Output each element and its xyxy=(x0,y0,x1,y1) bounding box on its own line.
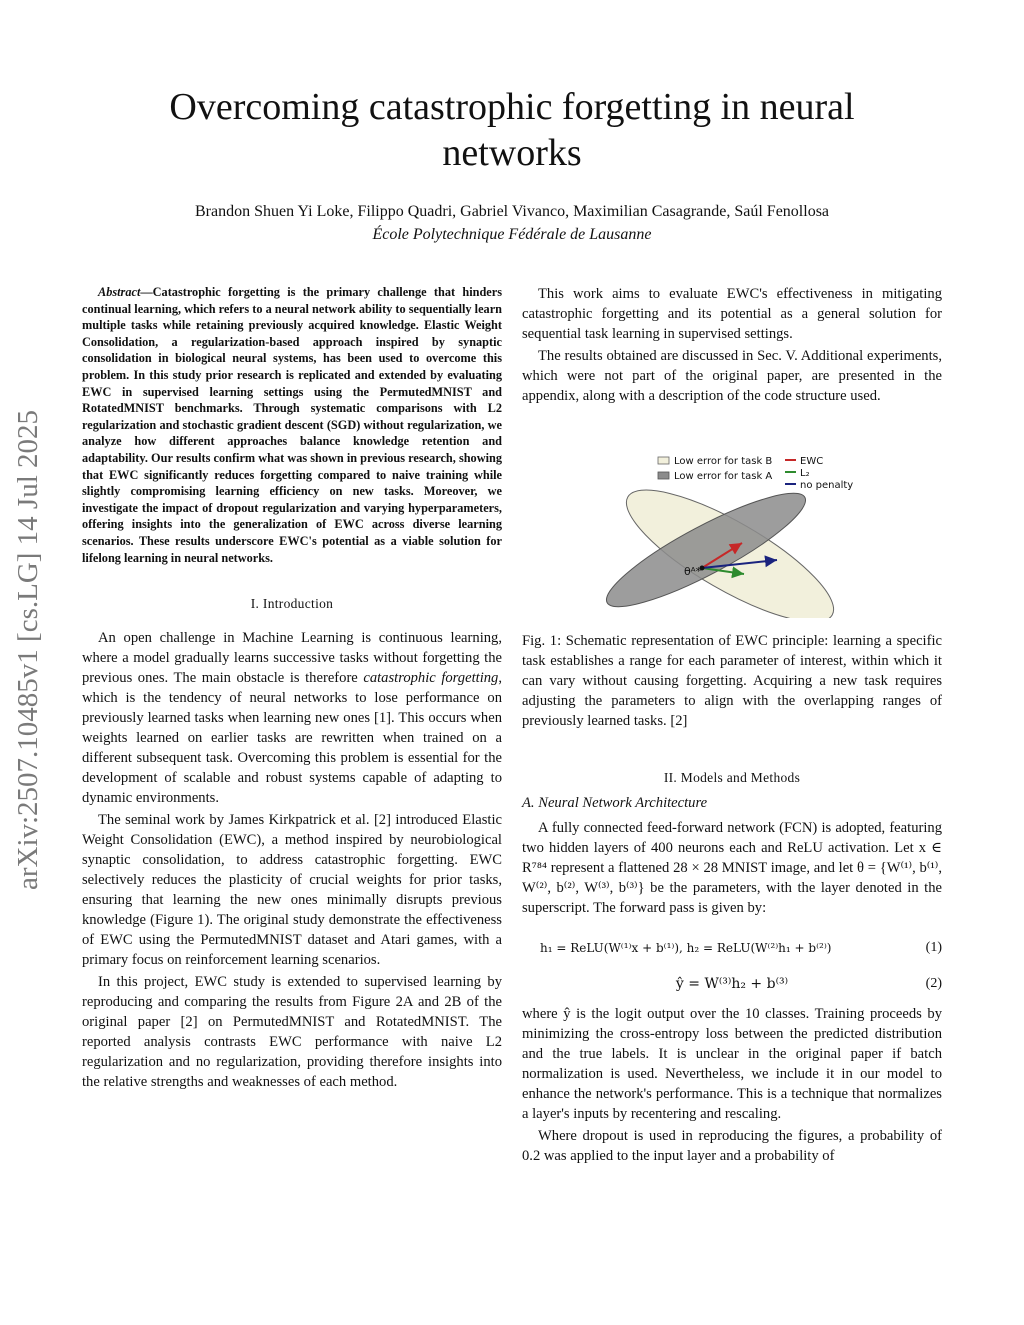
section-heading-introduction: I. Introduction xyxy=(250,596,334,612)
equation-1 xyxy=(522,938,942,966)
equation-1-text: h₁ = ReLU(W⁽¹⁾x + b⁽¹⁾), h₂ = ReLU(W⁽²⁾h₁ + b⁽²⁾) xyxy=(540,941,832,955)
intro-paragraph: In this project, EWC study is extended to supervised learning by reproducing and comparing the results from Figure 2A and 2B of the original paper [2] on PermutedMNIST and RotatedMNIST. The reported analysis contrasts EWC performance with naive L2 regularization and no regularization, providing therefore insights into the relative strengths and weaknesses of each method. xyxy=(82,974,502,1091)
arxiv-identifier: arXiv:2507.10485v1 [cs.LG] 14 Jul 2025 xyxy=(12,409,44,891)
equation-2-number: (2) xyxy=(925,976,942,991)
methods-paragraph: A fully connected feed-forward network (FCN) is adopted, featuring two hidden layers of 400 neurons each and ReLU activation. Let x ∈ R⁷⁸⁴ represent a flattened 28 × 28 MNIST image, and let θ = {W⁽¹⁾, b⁽¹⁾, W⁽²⁾, b⁽²⁾, W⁽³⁾, b⁽³⁾} be the parameters, with the layer denoted in the superscript. The forward pass is given by: xyxy=(522,820,942,916)
ewc-diagram xyxy=(522,443,942,618)
legend-task-b: Low error for task B xyxy=(674,456,773,467)
legend-l2: L₂ xyxy=(800,468,810,479)
intro-paragraph: The seminal work by James Kirkpatrick et al. [2] introduced Elastic Weight Consolidation (EWC), a method inspired by neurobiological synaptic consolidation, to address catastrophic forgetting. EWC selectively reduces the plasticity of crucial weights for prior tasks, ensuring that learning the new ones minimally disrupts previous knowledge (Figure 1). The original study demonstrate the effectiveness of EWC using the PermutedMNIST dataset and Atari games, with a primary focus on reinforcement learning scenarios. xyxy=(82,812,502,969)
theta-label: θᴬ* xyxy=(684,565,701,578)
equation-2 xyxy=(522,974,942,1002)
equation-1-number: (1) xyxy=(925,940,942,955)
right-column xyxy=(522,284,942,1166)
legend-no-penalty: no penalty xyxy=(800,480,854,491)
subsection-heading: A. Neural Network Architecture xyxy=(522,795,708,811)
methods-paragraph: where ŷ is the logit output over the 10 classes. Training proceeds by minimizing the cross-entropy loss between the predicted distribution and the true labels. It is unclear in the original paper if batch normalization is used. Nevertheless, we include it in our model to enhance the network's performance. This is a technique that normalizes a layer's inputs by recentering and rescaling. xyxy=(522,1006,942,1122)
legend-swatch-task-a xyxy=(658,472,669,479)
section-heading-methods: II. Models and Methods xyxy=(663,770,801,785)
figure-caption: Fig. 1: Schematic representation of EWC principle: learning a specific task establishes a range for each parameter of interest, within which it can vary without causing forgetting. Acquiring a new task requires adjusting the parameters to align with the overlapping ranges of previously learned tasks. [2] xyxy=(522,633,942,729)
paper-title: Overcoming catastrophic forgetting in neural networks xyxy=(169,86,855,174)
legend-ewc: EWC xyxy=(800,456,824,467)
intro-paragraph: The results obtained are discussed in Sec. V. Additional experiments, which were not part of the original paper, are presented in the appendix, along with a description of the code structure used. xyxy=(522,348,942,404)
legend-swatch-task-b xyxy=(658,457,669,464)
methods-paragraph: Where dropout is used in reproducing the figures, a probability of 0.2 was applied to the input layer and a probability of xyxy=(522,1128,942,1164)
author-list: Brandon Shuen Yi Loke, Filippo Quadri, Gabriel Vivanco, Maximilian Casagrande, Saúl Fenollosa xyxy=(194,203,830,220)
intro-paragraph: This work aims to evaluate EWC's effectiveness in mitigating catastrophic forgetting and its potential as a general solution for sequential task learning in supervised settings. xyxy=(522,286,942,342)
abstract xyxy=(82,284,502,566)
figure-ewc-schematic xyxy=(522,443,942,618)
legend-task-a: Low error for task A xyxy=(674,471,773,482)
equation-2-text: ŷ = W⁽³⁾h₂ + b⁽³⁾ xyxy=(675,976,789,992)
left-column xyxy=(82,284,502,1092)
intro-paragraph: An open challenge in Machine Learning is continuous learning, where a model gradually learns successive tasks without forgetting the previous ones. The main obstacle is therefore catastrophic forgetting, which is the tendency of neural networks to lose performance on previously learned tasks when learning new ones [1]. This occurs when weights learned on earlier tasks are rewritten when trained on a different subsequent task. Overcoming this problem is essential for the development of scalable and robust systems capable of adapting to dynamic environments. xyxy=(82,630,502,807)
abstract-lead: Abstract xyxy=(98,285,141,299)
affiliation: École Polytechnique Fédérale de Lausanne xyxy=(372,226,652,243)
abstract-text: —Catastrophic forgetting is the primary challenge that hinders continual learning, which refers to a neural network ability to sequentially learn multiple tasks while retaining previously acquired knowledge. Elastic Weight Consolidation, a regularization-based approach inspired by synaptic consolidation in biological neural systems, has been used to overcome this problem. In this study prior research is replicated and extended by evaluating EWC in supervised learning settings using the PermutedMNIST and RotatedMNIST benchmarks. Through systematic comparisons with L2 regularization and stochastic gradient descent (SGD) without regularization, we analyze how different approaches balance knowledge retention and adaptability. Our results confirm what was shown in previous research, showing that EWC significantly reduces forgetting compared to naive training while slightly compromising learning efficiency on new tasks. Moreover, we investigate the impact of dropout regularization and varying hyperparameters, offering insights into the generalization of EWC across diverse learning scenarios. These results underscore EWC's potential as a viable solution for lifelong learning in neural networks. xyxy=(82,285,502,565)
